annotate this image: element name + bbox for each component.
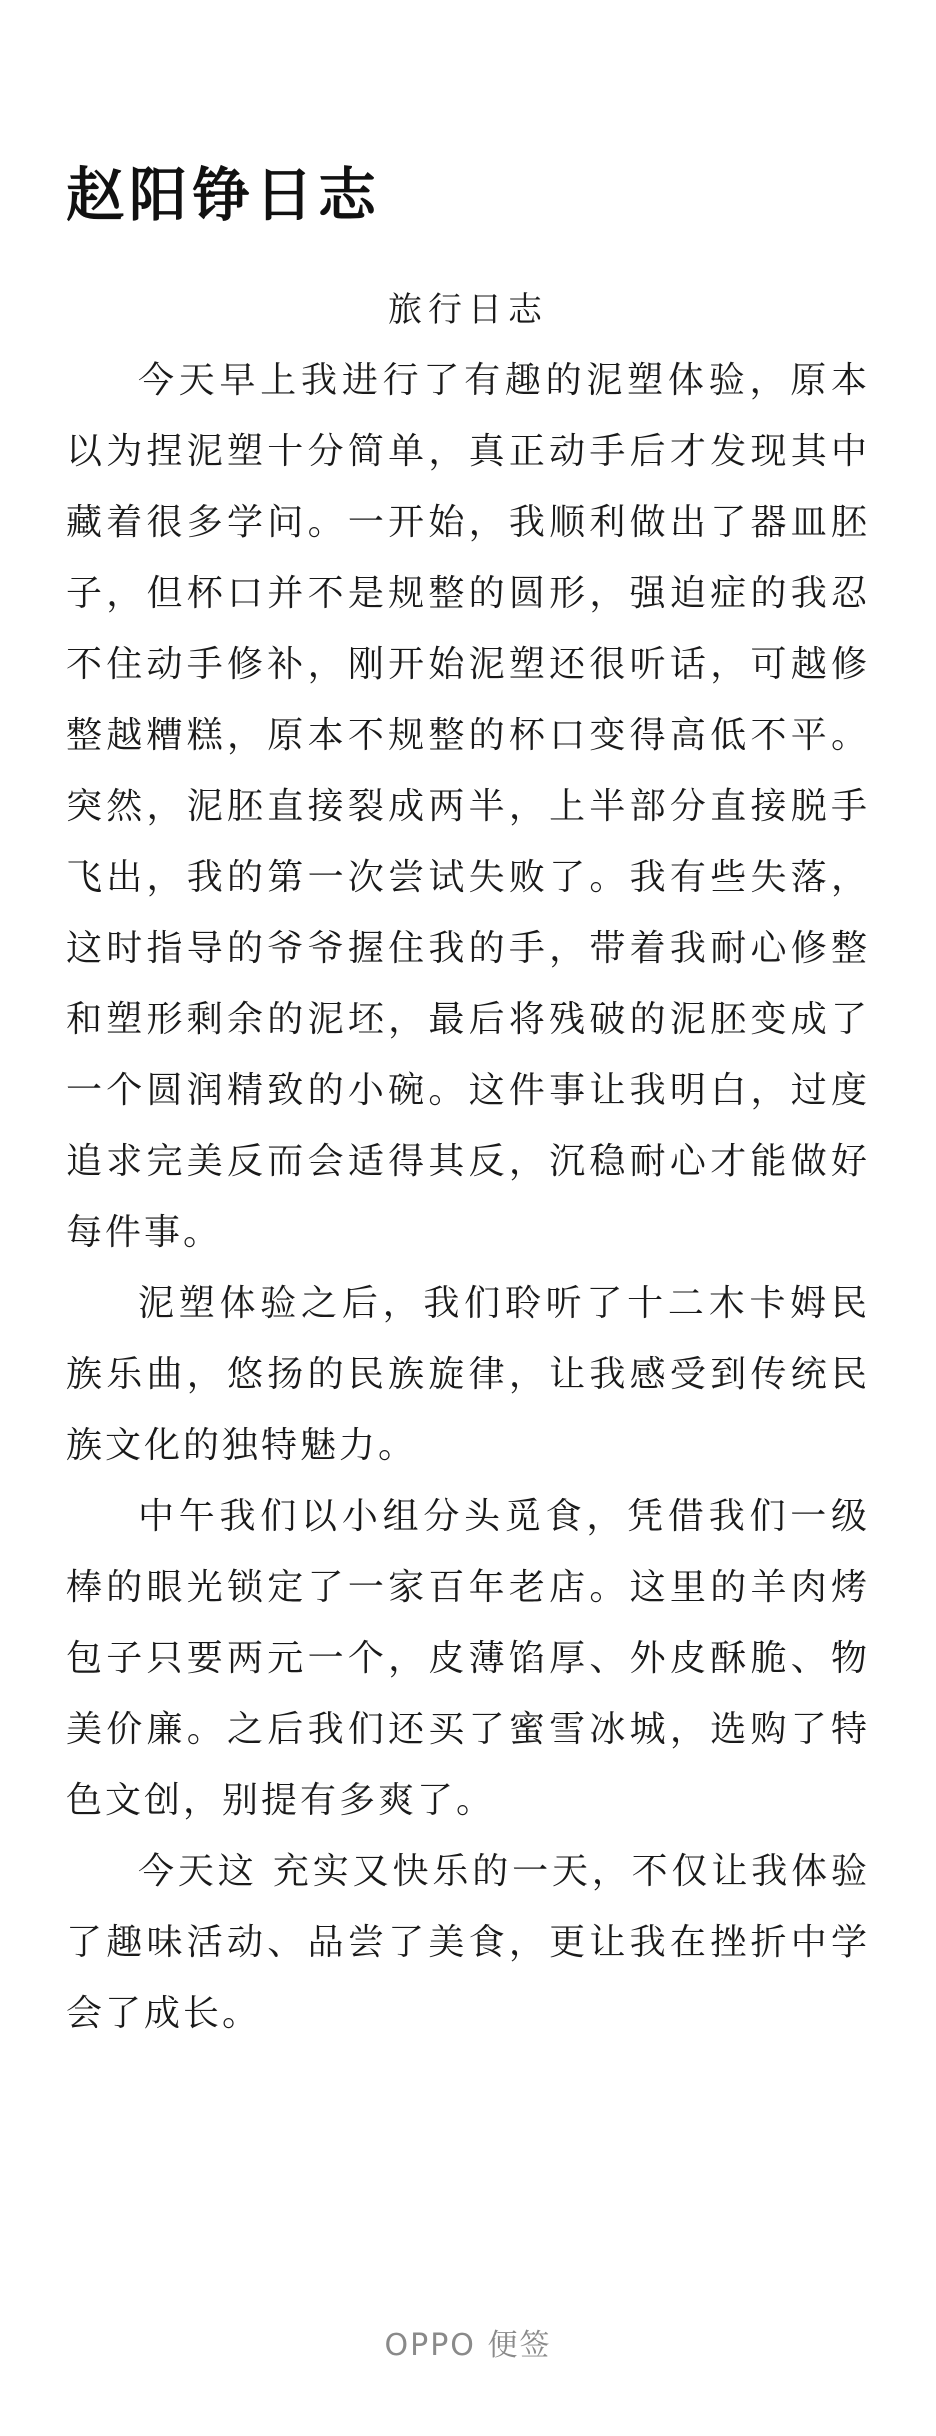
paragraph-1: 今天早上我进行了有趣的泥塑体验，原本以为捏泥塑十分简单，真正动手后才发现其中藏着很多学问。一开始，我顺利做出了器皿胚子，但杯口并不是规整的圆形，强迫症的我忍不住动手修补，刚开始泥塑还很听话，可越修整越糟糕，原本不规整的杯口变得高低不平。突然，泥胚直接裂成两半，上半部分直接脱手飞出，我的第一次尝试失败了。我有些失落，这时指导的爷爷握住我的手，带着我耐心修整和塑形剩余的泥坯，最后将残破的泥胚变成了一个圆润精致的小碗。这件事让我明白，过度追求完美反而会适得其反，沉稳耐心才能做好每件事。 — [66, 360, 870, 1253]
paragraph-4: 今天这 充实又快乐的一天，不仅让我体验了趣味活动、品尝了美食，更让我在挫折中学会了成长。 — [66, 1851, 870, 2034]
note-title: 赵阳铮日志 — [66, 161, 382, 229]
paragraph-2: 泥塑体验之后，我们聆听了十二木卡姆民族乐曲，悠扬的民族旋律，让我感受到传统民族文化的独特魅力。 — [66, 1283, 870, 1466]
app-watermark: OPPO 便签 — [384, 2328, 552, 2363]
note-body — [66, 345, 870, 2049]
paragraph-3: 中午我们以小组分头觅食，凭借我们一级棒的眼光锁定了一家百年老店。这里的羊肉烤包子只要两元一个，皮薄馅厚、外皮酥脆、物美价廉。之后我们还买了蜜雪冰城，选购了特色文创，别提有多爽了。 — [66, 1496, 870, 1821]
entry-title: 旅行日志 — [388, 290, 548, 330]
